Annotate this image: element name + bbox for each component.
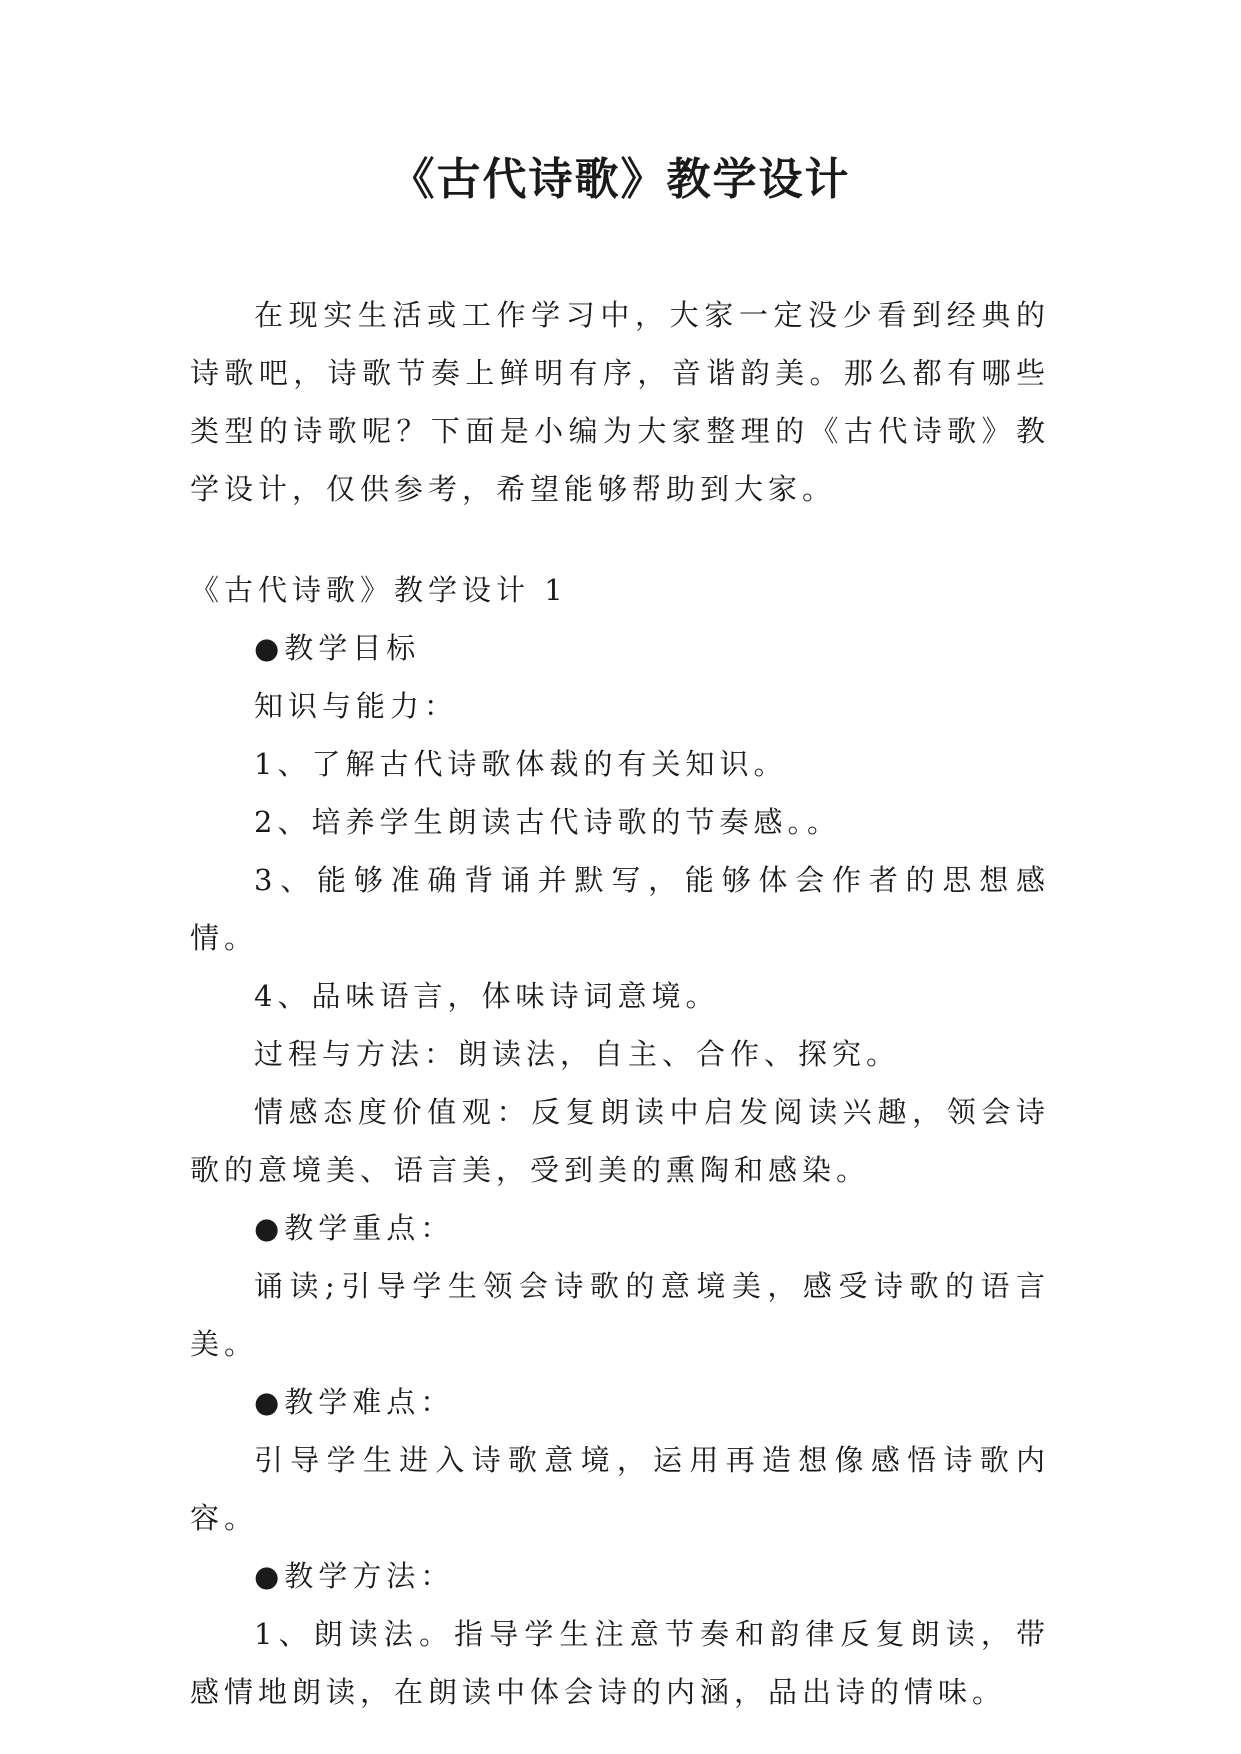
knowledge-item: 2、培养学生朗读古代诗歌的节奏感。。 bbox=[254, 805, 841, 839]
knowledge-item: 4、品味语言，体味诗词意境。 bbox=[254, 979, 720, 1013]
document-body bbox=[190, 286, 1050, 1721]
knowledge-item: 1、了解古代诗歌体裁的有关知识。 bbox=[254, 747, 788, 781]
knowledge-heading: 知识与能力： bbox=[254, 689, 459, 723]
section-heading: 《古代诗歌》教学设计 1 bbox=[190, 573, 568, 607]
process-method-paragraph: 过程与方法：朗读法，自主、合作、探究。 bbox=[254, 1037, 901, 1071]
difficult-points-heading: ●教学难点： bbox=[254, 1385, 455, 1419]
key-points-paragraph: 诵读;引导学生领会诗歌的意境美，感受诗歌的语言美。 bbox=[190, 1269, 1050, 1361]
key-points-heading: ●教学重点： bbox=[254, 1211, 455, 1245]
intro-paragraph: 在现实生活或工作学习中，大家一定没少看到经典的诗歌吧，诗歌节奏上鲜明有序，音谐韵美。那么都有哪些类型的诗歌呢？下面是小编为大家整理的《古代诗歌》教学设计，仅供参考，希望能够帮助到大家。 bbox=[190, 298, 1050, 506]
objectives-heading: ●教学目标 bbox=[254, 631, 421, 665]
document-title: 《古代诗歌》教学设计 bbox=[390, 154, 851, 205]
methods-heading: ●教学方法： bbox=[254, 1559, 455, 1593]
knowledge-item: 3、能够准确背诵并默写，能够体会作者的思想感情。 bbox=[190, 863, 1050, 955]
difficult-points-paragraph: 引导学生进入诗歌意境，运用再造想像感悟诗歌内容。 bbox=[190, 1443, 1050, 1535]
method-item: 1、朗读法。指导学生注意节奏和韵律反复朗读，带感情地朗读，在朗读中体会诗的内涵，品出诗的情味。 bbox=[190, 1617, 1050, 1709]
emotion-values-paragraph: 情感态度价值观：反复朗读中启发阅读兴趣，领会诗歌的意境美、语言美，受到美的熏陶和感染。 bbox=[190, 1095, 1050, 1187]
